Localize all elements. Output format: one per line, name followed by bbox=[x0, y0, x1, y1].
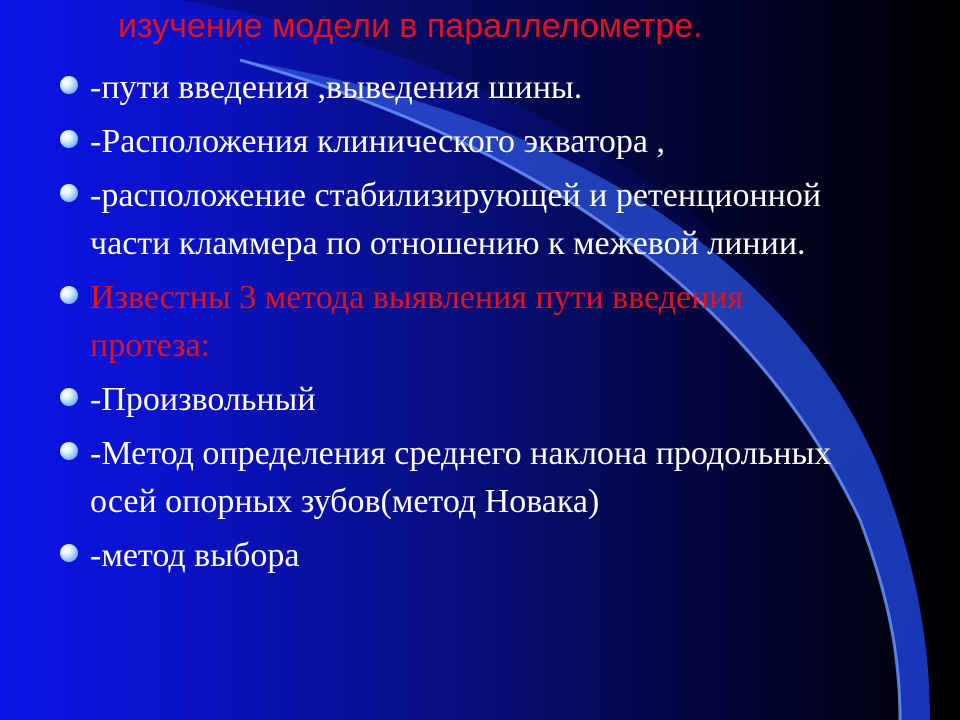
bullet-item bbox=[58, 64, 858, 112]
bullet-sphere-icon bbox=[60, 388, 78, 406]
bullet-text: -Метод определения среднего наклона продольных осей опорных зубов(метод Новака) bbox=[90, 435, 832, 520]
bullet-item bbox=[58, 532, 858, 580]
bullet-sphere-icon bbox=[60, 76, 78, 94]
bullet-sphere-icon bbox=[60, 442, 78, 460]
bullet-text: -расположение стабилизирующей и ретенционной части кламмера по отношению к межевой линии. bbox=[90, 177, 822, 262]
bullet-text: -Расположения клинического экватора , bbox=[90, 123, 665, 160]
bullet-sphere-icon bbox=[60, 544, 78, 562]
slide-title: изучение модели в параллелометре. bbox=[118, 7, 703, 45]
bullet-text: Известны 3 метода выявления пути введения протеза: bbox=[90, 279, 744, 364]
bullet-item bbox=[58, 118, 858, 166]
bullet-sphere-icon bbox=[60, 286, 78, 304]
bullet-item bbox=[58, 172, 858, 268]
bullet-item bbox=[58, 274, 858, 370]
bullet-list bbox=[58, 64, 858, 586]
bullet-item bbox=[58, 430, 858, 526]
bullet-text: -Произвольный bbox=[90, 381, 316, 418]
bullet-sphere-icon bbox=[60, 184, 78, 202]
bullet-sphere-icon bbox=[60, 130, 78, 148]
bullet-text: -метод выбора bbox=[90, 537, 300, 574]
bullet-text: -пути введения ,выведения шины. bbox=[90, 69, 583, 106]
bullet-item bbox=[58, 376, 858, 424]
